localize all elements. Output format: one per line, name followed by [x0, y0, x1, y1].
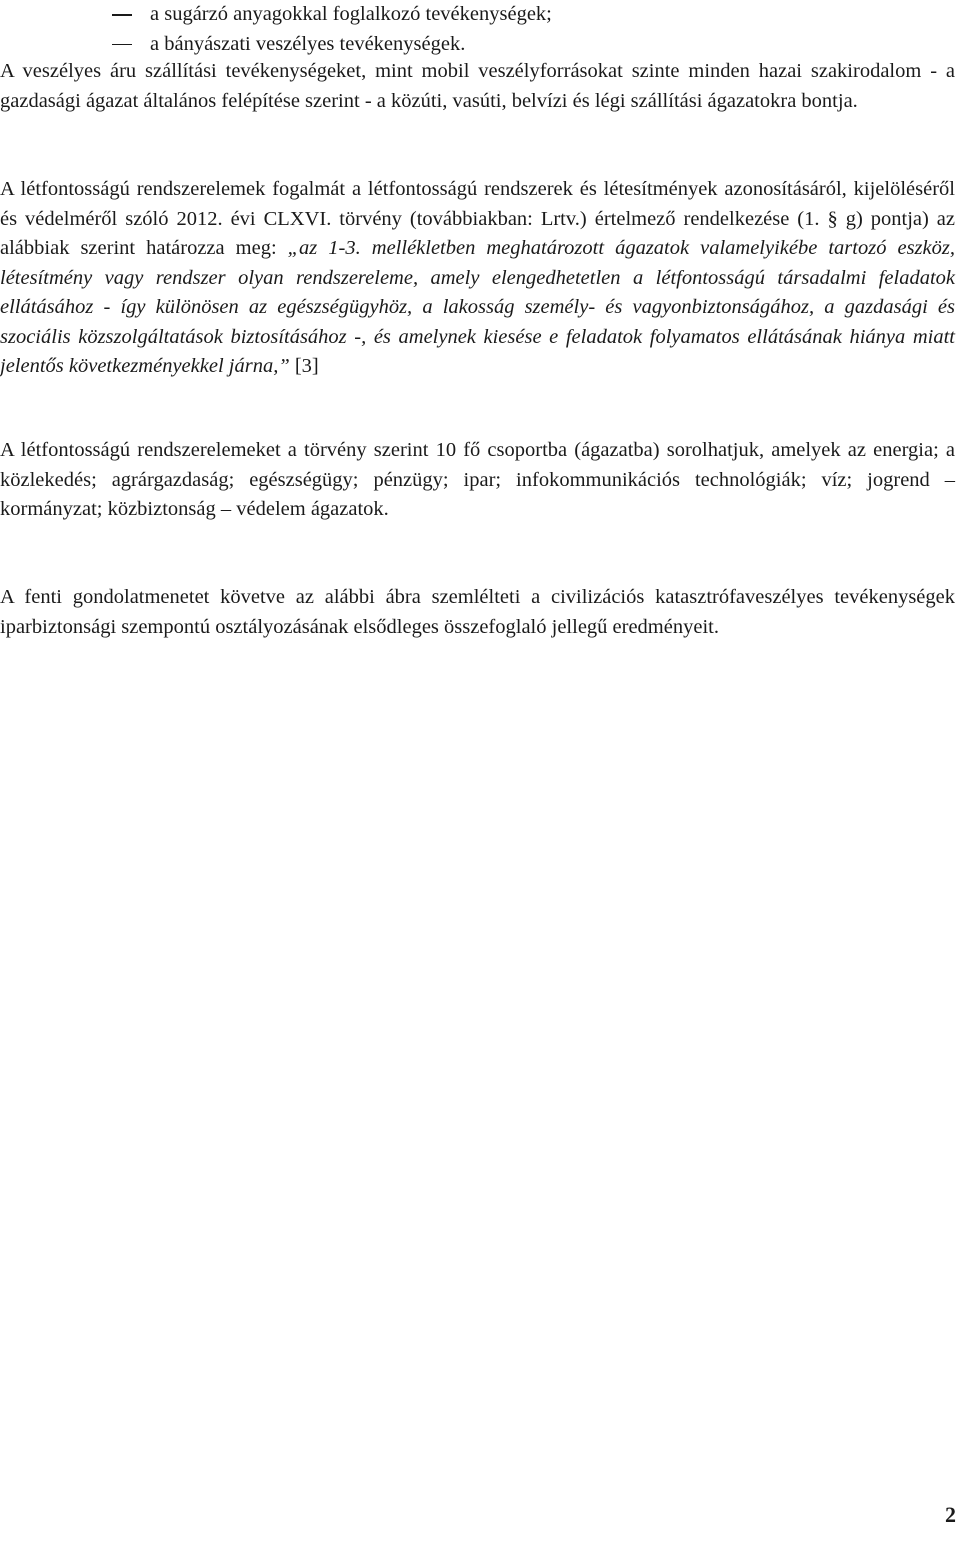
dash-bullet-icon — [112, 14, 132, 16]
paragraph-transport-sectors: A veszélyes áru szállítási tevékenységeket, mint mobil veszélyforrásokat szinte minden hazai szakirodalom - a gazdasági ágazat általános felépítése szerint - a közúti, vasúti, belvízi és légi szállítási ágazatokra bontja. — [0, 60, 955, 112]
list-item-text: a bányászati veszélyes tevékenységek. — [150, 32, 466, 55]
page-number: 2 — [945, 1502, 956, 1527]
dash-bullet-icon — [112, 44, 132, 46]
paragraph-figure-intro: A fenti gondolatmenetet követve az alábbi ábra szemlélteti a civilizációs katasztrófaveszélyes tevékenységek iparbiztonsági szempontú osztályozásának elsődleges összefoglaló jellegű eredményeit. — [0, 586, 955, 638]
list-item-text: a sugárzó anyagokkal foglalkozó tevékenységek; — [150, 3, 552, 25]
paragraph-critical-elements-definition — [0, 175, 955, 382]
paragraph-sector-groups: A létfontosságú rendszerelemeket a törvény szerint 10 fő csoportba (ágazatba) sorolhatjuk, amelyek az energia; a közlekedés; agrárgazdaság; egészségügy; pénzügy; ipar; infokommunikációs technológiák; víz; jogrend – kormányzat; közbiztonság – védelem ágazatok. — [0, 439, 955, 520]
list-item — [0, 0, 960, 30]
definition-quote: „az 1-3. mellékletben meghatározott ágazatok valamelyikébe tartozó eszköz, létesítmény vagy rendszer olyan rendszereleme, amely elengedhetetlen a létfontosságú társadalmi feladatok ellátásához - így különösen az egészségügyhöz, a lakosság személy- és vagyonbiztonságához, a gazdasági és szociális közszolgáltatások biztosításához -, és amelynek kiesése e feladatok folyamatos ellátásának hiánya miatt jelentős következményekkel járna,” — [0, 237, 955, 377]
definition-intro: A létfontosságú rendszerelemek fogalmát a létfontosságú rendszerek és létesítmények azonosításáról, kijelöléséről és védelméről szóló 2012. évi CLXVI. törvény (továbbiakban: Lrtv.) értelmező rendelkezése (1. § g) pontja) az alábbiak szerint határozza meg: — [0, 178, 955, 259]
bullet-list — [0, 0, 960, 59]
list-item — [0, 30, 960, 60]
reference-marker: [3] — [289, 355, 319, 377]
